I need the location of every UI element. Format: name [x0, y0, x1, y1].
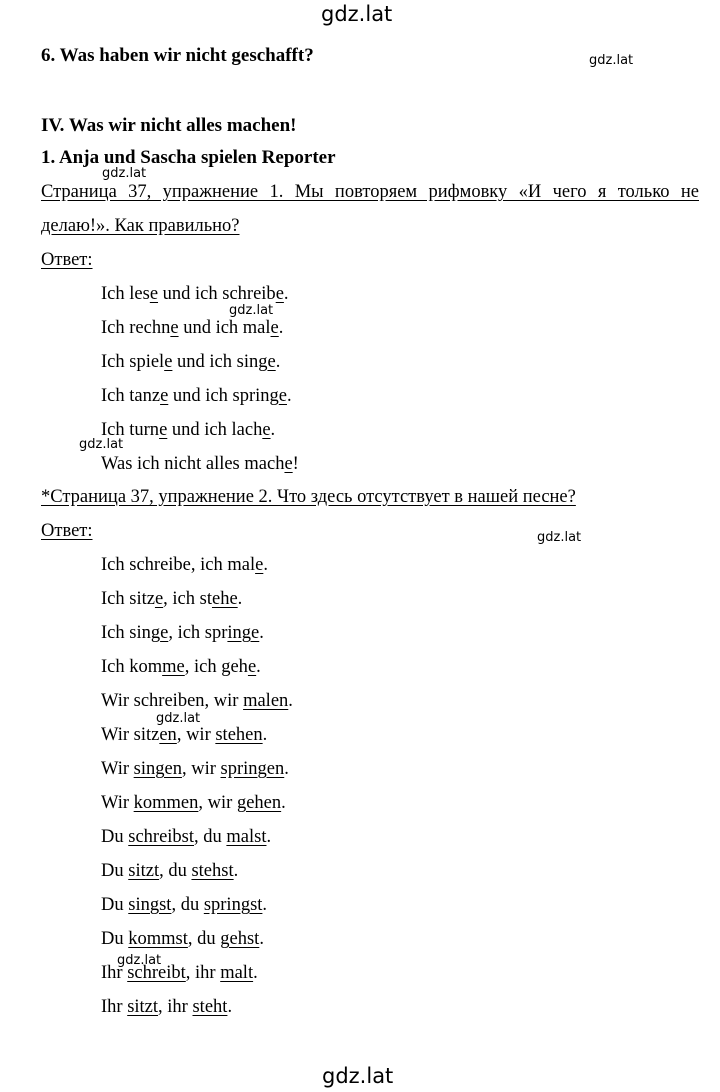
line-text: .: [262, 725, 268, 745]
line-text: .: [233, 861, 239, 881]
poem-line: [101, 929, 264, 950]
line-text: .: [227, 997, 233, 1017]
underlined-ending: sitzt: [128, 861, 160, 881]
underlined-ending: malen: [243, 691, 289, 711]
poem-line: [101, 555, 268, 576]
watermark: gdz.lat: [589, 53, 634, 68]
line-text: .: [275, 352, 281, 372]
poem-line: [101, 454, 299, 475]
line-text: Ich turn: [101, 420, 160, 440]
line-text: .: [283, 284, 289, 304]
underlined-ending: malst: [226, 827, 267, 847]
line-text: .: [259, 929, 264, 949]
underlined-ending: kommst: [128, 929, 188, 949]
poem-line: [101, 352, 280, 373]
line-text: , ihr: [158, 997, 193, 1017]
line-text: .: [281, 793, 286, 813]
answer-label: Ответ:: [41, 521, 93, 541]
underlined-ending: e: [270, 318, 279, 338]
poem-line: [101, 793, 286, 814]
poem-line: [101, 318, 283, 339]
line-text: und ich schreib: [158, 284, 276, 304]
line-text: Du: [101, 929, 129, 949]
underlined-ending: e: [247, 657, 257, 677]
underlined-ending: springst: [203, 895, 263, 915]
line-text: und ich spring: [168, 386, 279, 406]
poem-line: [101, 725, 267, 746]
line-text: Du: [101, 861, 129, 881]
underlined-ending: e: [278, 386, 287, 406]
line-text: Ich les: [101, 284, 150, 304]
line-text: .: [253, 963, 258, 983]
line-text: und ich mal: [178, 318, 271, 338]
line-text: .: [278, 318, 284, 338]
line-text: Ich tanz: [101, 386, 161, 406]
underlined-ending: springen: [220, 759, 285, 779]
line-text: .: [237, 589, 243, 609]
line-text: , ihr: [185, 963, 221, 983]
underlined-ending: e: [159, 420, 168, 440]
line-text: , wir: [181, 759, 221, 779]
poem-line: [101, 827, 271, 848]
line-text: , ich spr: [168, 623, 228, 643]
poem-line: [101, 623, 264, 644]
line-text: .: [266, 827, 272, 847]
line-text: und ich lach: [167, 420, 263, 440]
underlined-ending: schreibst: [128, 827, 195, 847]
watermark: gdz.lat: [117, 953, 162, 968]
answer-label: Ответ:: [41, 250, 93, 270]
line-text: Ich rechn: [101, 318, 171, 338]
task-text: делаю!». Как правильно?: [41, 216, 240, 236]
underlined-ending: gehen: [236, 793, 282, 813]
chapter-heading: IV. Was wir nicht alles machen!: [41, 115, 297, 136]
line-text: Was ich nicht alles mach: [101, 454, 285, 474]
line-text: und ich sing: [172, 352, 268, 372]
line-text: Du: [101, 827, 129, 847]
line-text: .: [288, 691, 293, 711]
watermark-bottom: gdz.lat: [322, 1064, 394, 1088]
poem-line: [101, 657, 261, 678]
line-text: .: [262, 895, 268, 915]
underlined-ending: e: [267, 352, 276, 372]
watermark-top: gdz.lat: [321, 2, 393, 26]
line-text: !: [292, 454, 299, 474]
underlined-ending: e: [160, 386, 169, 406]
line-text: .: [259, 623, 264, 643]
underlined-ending: sitzt: [127, 997, 159, 1017]
underlined-ending: kommen: [133, 793, 199, 813]
line-text: .: [284, 759, 289, 779]
line-text: Ich spiel: [101, 352, 165, 372]
line-text: , wir: [176, 725, 216, 745]
line-text: .: [256, 657, 261, 677]
poem-line: [101, 589, 242, 610]
underlined-ending: e: [284, 454, 293, 474]
underlined-ending: steht: [192, 997, 228, 1017]
task-text: *Страница 37, упражнение 2. Что здесь отсутствует в нашей песне?: [41, 487, 576, 507]
underlined-ending: e: [275, 284, 284, 304]
line-text: , ich st: [163, 589, 212, 609]
poem-line: [101, 284, 289, 305]
line-text: , du: [171, 895, 204, 915]
underlined-ending: en: [159, 725, 177, 745]
line-text: Ich kom: [101, 657, 163, 677]
line-text: Ich sitz: [101, 589, 155, 609]
underlined-ending: ehe: [211, 589, 238, 609]
underlined-ending: gehst: [220, 929, 260, 949]
task-text: Страница 37, упражнение 1. Мы повторяем рифмовку «И чего я только не: [41, 182, 699, 202]
poem-line: [101, 386, 292, 407]
underlined-ending: malt: [220, 963, 254, 983]
line-text: , ich geh: [184, 657, 248, 677]
underlined-ending: e: [170, 318, 179, 338]
underlined-ending: e: [255, 555, 264, 575]
line-text: Wir: [101, 759, 134, 779]
line-text: , wir: [198, 793, 237, 813]
watermark: gdz.lat: [229, 303, 274, 318]
line-text: Ich schreibe, ich mal: [101, 555, 256, 575]
poem-line: [101, 861, 238, 882]
poem-line: [101, 420, 275, 441]
underlined-ending: schreibt: [127, 963, 186, 983]
line-text: Ich sing: [101, 623, 161, 643]
underlined-ending: singen: [133, 759, 182, 779]
underlined-ending: stehst: [191, 861, 234, 881]
line-text: , du: [159, 861, 192, 881]
line-text: Ihr: [101, 997, 128, 1017]
watermark: gdz.lat: [537, 530, 582, 545]
poem-line: [101, 691, 293, 712]
underlined-ending: stehen: [215, 725, 263, 745]
line-text: Wir sitz: [101, 725, 160, 745]
poem-line: [101, 759, 289, 780]
underlined-ending: e: [149, 284, 159, 304]
line-text: Du: [101, 895, 129, 915]
line-text: .: [286, 386, 292, 406]
line-text: Wir: [101, 793, 134, 813]
section-heading: 6. Was haben wir nicht geschafft?: [41, 45, 314, 66]
line-text: , du: [187, 929, 221, 949]
line-text: Wir schreiben, wir: [101, 691, 244, 711]
underlined-ending: singst: [128, 895, 172, 915]
line-text: .: [270, 420, 276, 440]
line-text: .: [263, 555, 268, 575]
poem-line: [101, 895, 267, 916]
underlined-ending: e: [164, 352, 173, 372]
watermark: gdz.lat: [79, 437, 124, 452]
watermark: gdz.lat: [156, 711, 201, 726]
underlined-ending: e: [154, 589, 164, 609]
line-text: , du: [194, 827, 227, 847]
watermark: gdz.lat: [102, 166, 147, 181]
line-text: Ihr: [101, 963, 128, 983]
underlined-ending: inge: [227, 623, 260, 643]
underlined-ending: e: [262, 420, 271, 440]
underlined-ending: me: [162, 657, 185, 677]
underlined-ending: e: [160, 623, 169, 643]
section-heading: 1. Anja und Sascha spielen Reporter: [41, 147, 336, 168]
poem-line: [101, 997, 232, 1018]
